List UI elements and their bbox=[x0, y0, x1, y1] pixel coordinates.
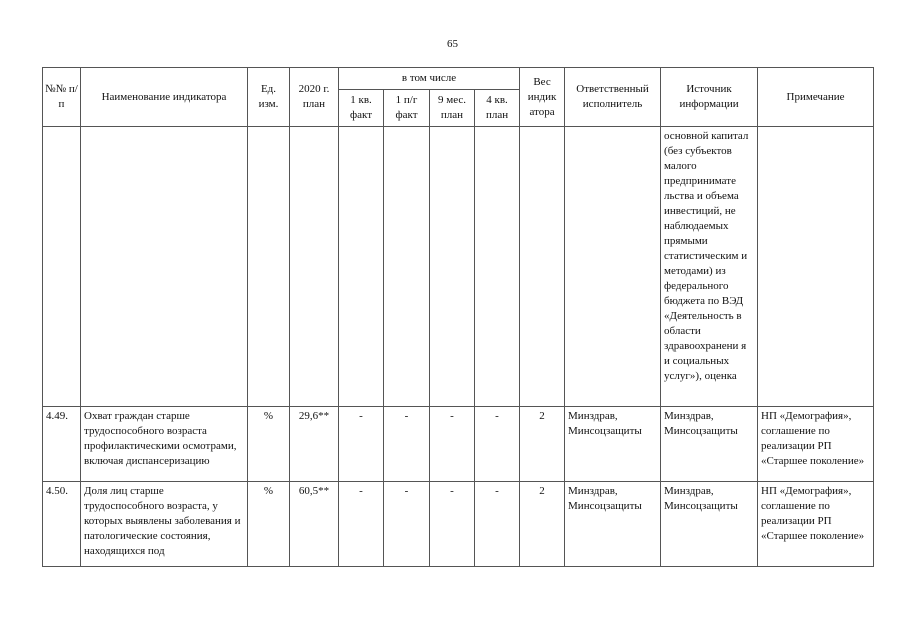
source-continuation-cell: основной капитал (без субъектов малого предпринимате льства и объема инвестиций, не наблюдаемых прямыми статистическим и методами) из федерального бюджета по ВЭД «Деятельность в области здравоохранени я и социальных услуг»), оценка bbox=[661, 127, 758, 407]
header-weight: Вес индик атора bbox=[520, 68, 565, 127]
row-num: 4.49. bbox=[43, 407, 81, 482]
row-responsible: Минздрав, Минсоцзащиты bbox=[565, 482, 661, 567]
header-responsible: Ответственный исполнитель bbox=[565, 68, 661, 127]
header-9m-plan: 9 мес. план bbox=[430, 90, 475, 127]
header-source: Источник информации bbox=[661, 68, 758, 127]
header-including: в том числе bbox=[339, 68, 520, 90]
header-plan-2020: 2020 г. план bbox=[290, 68, 339, 127]
row-num: 4.50. bbox=[43, 482, 81, 567]
header-num: №№ п/п bbox=[43, 68, 81, 127]
row-9m-plan: - bbox=[430, 407, 475, 482]
header-unit: Ед. изм. bbox=[248, 68, 290, 127]
row-source: Минздрав, Минсоцзащиты bbox=[661, 407, 758, 482]
row-note: НП «Демография», соглашение по реализации РП «Старшее поколение» bbox=[758, 407, 874, 482]
table-row bbox=[43, 482, 874, 567]
table-row bbox=[43, 407, 874, 482]
header-note: Примечание bbox=[758, 68, 874, 127]
header-row-top bbox=[43, 68, 874, 90]
header-q1-fact: 1 кв. факт bbox=[339, 90, 384, 127]
row-q4-plan: - bbox=[475, 407, 520, 482]
row-indicator-name: Доля лиц старше трудоспособного возраста, у которых выявлены заболевания и патологические состояния, находящихся под bbox=[81, 482, 248, 567]
row-weight: 2 bbox=[520, 482, 565, 567]
row-plan-2020: 29,6** bbox=[290, 407, 339, 482]
row-h1-fact: - bbox=[384, 407, 430, 482]
indicators-table bbox=[42, 67, 874, 567]
row-q4-plan: - bbox=[475, 482, 520, 567]
page-number: 65 bbox=[447, 38, 458, 50]
row-weight: 2 bbox=[520, 407, 565, 482]
row-source: Минздрав, Минсоцзащиты bbox=[661, 482, 758, 567]
row-indicator-name: Охват граждан старше трудоспособного возраста профилактическими осмотрами, включая диспансеризацию bbox=[81, 407, 248, 482]
row-responsible: Минздрав, Минсоцзащиты bbox=[565, 407, 661, 482]
row-unit: % bbox=[248, 482, 290, 567]
header-name: Наименование индикатора bbox=[81, 68, 248, 127]
header-q4-plan: 4 кв. план bbox=[475, 90, 520, 127]
row-h1-fact: - bbox=[384, 482, 430, 567]
continuation-row bbox=[43, 127, 874, 407]
row-unit: % bbox=[248, 407, 290, 482]
row-plan-2020: 60,5** bbox=[290, 482, 339, 567]
row-9m-plan: - bbox=[430, 482, 475, 567]
header-h1-fact: 1 п/г факт bbox=[384, 90, 430, 127]
row-note: НП «Демография», соглашение по реализации РП «Старшее поколение» bbox=[758, 482, 874, 567]
row-q1-fact: - bbox=[339, 482, 384, 567]
row-q1-fact: - bbox=[339, 407, 384, 482]
